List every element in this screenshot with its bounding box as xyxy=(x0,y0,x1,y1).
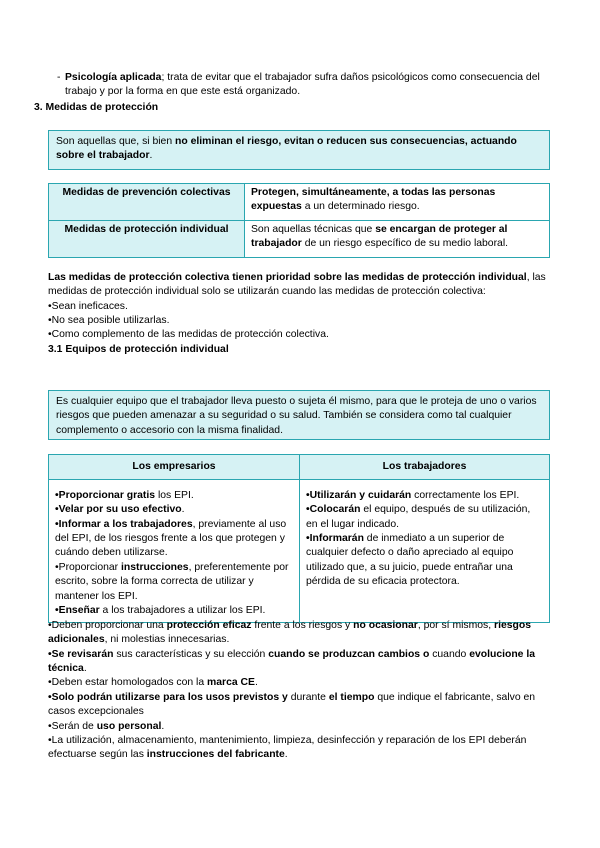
list-item xyxy=(48,720,553,734)
list-item xyxy=(48,676,553,690)
req-text: cuando xyxy=(429,648,470,660)
list-item xyxy=(55,561,294,604)
req-bold: •Se revisarán xyxy=(48,648,114,660)
collective-rest: a un determinado riesgo. xyxy=(301,201,420,213)
priority-paragraph xyxy=(48,271,553,357)
measures-table xyxy=(48,183,550,258)
table-row xyxy=(49,184,550,221)
list-item xyxy=(48,619,553,648)
duty-text: a los trabajadores a utilizar los EPI. xyxy=(99,604,266,616)
req-bold: cuando se produzcan cambios o xyxy=(268,648,430,660)
duty-bold: •Proporcionar gratis xyxy=(55,490,156,501)
table-row xyxy=(49,480,550,623)
req-text: •Deben proporcionar una xyxy=(48,620,167,631)
employers-header: Los empresarios xyxy=(49,455,300,480)
req-bold: marca CE xyxy=(207,677,255,689)
duty-bold: •Informarán xyxy=(306,533,364,545)
individual-bold: se encargan de proteger al trabajador xyxy=(251,224,508,250)
box-text: Son aquellas que, si bien xyxy=(56,136,176,147)
duty-bold: •Enseñar xyxy=(55,604,100,616)
duty-text: , previamente al uso del EPI, de los riesgos frente a los que protegen y cuándo deben utilizarse. xyxy=(55,518,287,559)
duty-text: de inmediato a un superior de cualquier defecto o daño apreciado al equipo utilizado que, a su juicio, puede entrañar una pérdida de su eficacia protectora. xyxy=(306,533,514,588)
list-dash: - xyxy=(57,72,61,83)
req-bold: uso personal xyxy=(96,720,162,732)
req-bold: el tiempo xyxy=(328,691,375,703)
duty-text: , preferentemente por escrito, sobre la forma correcta de utilizar y mantener los EPI. xyxy=(55,561,289,602)
individual-measures-label: Medidas de protección individual xyxy=(49,221,245,258)
req-text: frente a los riesgos y xyxy=(251,620,354,631)
psychology-label: Psicología aplicada xyxy=(65,72,162,83)
duty-text: . xyxy=(181,504,185,516)
duty-text: los EPI. xyxy=(155,490,194,501)
req-bold: evolucione la técnica xyxy=(48,648,536,675)
duty-bold: •Informar a los trabajadores xyxy=(55,518,193,530)
req-text: . xyxy=(284,749,288,761)
priority-bold: Las medidas de protección colectiva tienen prioridad sobre las medidas de protección individual xyxy=(48,272,527,283)
list-item xyxy=(55,489,294,503)
req-text: . xyxy=(161,720,165,732)
req-text: . xyxy=(254,677,258,689)
req-text: . xyxy=(83,663,87,675)
duty-bold: •Velar por su uso efectivo xyxy=(55,504,182,516)
epi-definition-box: Es cualquier equipo que el trabajador lleva puesto o sujeta él mismo, para que le proteja de uno o varios riesgos que pueden amenazar a su seguridad o su salud. También se considera como tal cualquier complemento o accesorio con la misma finalidad. xyxy=(48,390,550,440)
req-text: •Deben estar homologados con la xyxy=(48,677,208,689)
duty-bold: •Utilizarán y cuidarán xyxy=(306,490,412,501)
req-text: durante xyxy=(287,691,329,703)
duties-table xyxy=(48,454,550,623)
req-bold: no ocasionar xyxy=(353,620,418,631)
list-item xyxy=(55,503,294,517)
collective-measures-description xyxy=(245,184,550,221)
epi-requirements-list xyxy=(48,619,553,763)
priority-rest: , las medidas de protección individual solo se utilizarán cuando las medidas de protección colectiva: xyxy=(48,272,546,298)
duty-bold: instrucciones xyxy=(121,561,189,573)
workers-header: Los trabajadores xyxy=(300,455,550,480)
list-item xyxy=(306,532,543,589)
list-item: •Como complemento de las medidas de protección colectiva. xyxy=(48,329,329,341)
req-text: , ni molestias innecesarias. xyxy=(104,634,230,646)
collective-measures-label: Medidas de prevención colectivas xyxy=(49,184,245,221)
req-bold: •Solo podrán utilizarse para los usos previstos y xyxy=(48,691,288,703)
duty-bold: •Colocarán xyxy=(306,504,361,516)
individual-measures-description xyxy=(245,221,550,258)
psychology-text: ; trata de evitar que el trabajador sufra daños psicológicos como consecuencia del trabajo y por la forma en que este está organizado. xyxy=(65,72,540,98)
table-row xyxy=(49,221,550,258)
employers-duties xyxy=(49,480,300,623)
req-bold: instrucciones del fabricante xyxy=(146,749,285,761)
req-text: •Serán de xyxy=(48,720,97,732)
box-bold-text: no eliminan el riesgo, evitan o reducen sus consecuencias, actuando sobre el trabajador xyxy=(56,136,517,162)
psychology-paragraph xyxy=(57,71,557,100)
individual-pre: Son aquellas técnicas que xyxy=(251,224,376,235)
req-bold: riesgos adicionales xyxy=(48,620,531,646)
list-item xyxy=(55,518,294,561)
duty-text: el equipo, después de su utilización, en el lugar indicado. xyxy=(306,504,531,530)
list-item xyxy=(306,489,543,503)
req-text: sus características y su elección xyxy=(113,648,269,660)
section-3-title: 3. Medidas de protección xyxy=(34,102,159,113)
req-text: , por sí mismos, xyxy=(417,620,495,631)
duty-pre: •Proporcionar xyxy=(55,561,122,573)
list-item xyxy=(48,734,553,763)
list-item: •Sean ineficaces. xyxy=(48,300,128,312)
section-3-1-title: 3.1 Equipos de protección individual xyxy=(48,343,229,355)
table-header-row xyxy=(49,455,550,480)
list-item xyxy=(55,604,294,618)
list-item xyxy=(48,691,553,720)
list-item xyxy=(48,648,553,677)
req-text: •La utilización, almacenamiento, mantenimiento, limpieza, desinfección y reparación de los EPI deberán efectuarse según las xyxy=(48,734,527,761)
duty-text: correctamente los EPI. xyxy=(411,490,520,501)
individual-rest: de un riesgo específico de su medio laboral. xyxy=(301,238,509,250)
req-text: que indique el fabricante, salvo en casos excepcionales xyxy=(48,691,536,718)
list-item xyxy=(306,503,543,532)
protection-definition-box xyxy=(48,130,550,170)
collective-bold: Protegen, simultáneamente, a todas las personas expuestas xyxy=(251,187,496,213)
box-text-end: . xyxy=(149,150,153,162)
list-item: •No sea posible utilizarlas. xyxy=(48,315,170,327)
req-bold: protección eficaz xyxy=(166,620,252,631)
workers-duties xyxy=(300,480,550,623)
